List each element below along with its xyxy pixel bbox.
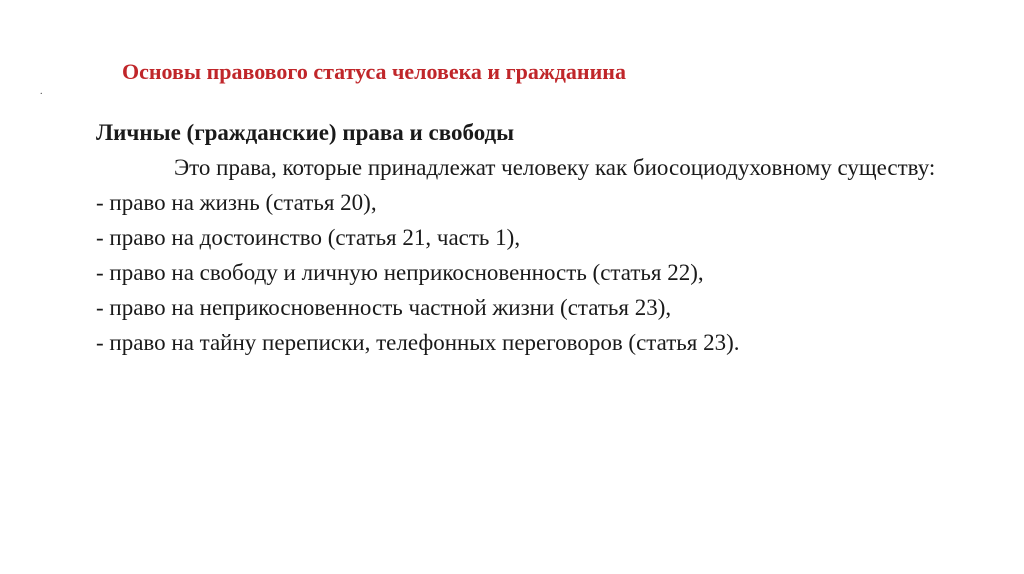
list-item: - право на достоинство (статья 21, часть 1), — [96, 225, 521, 250]
intro-paragraph: Это права, которые принадлежат человеку как биосоциодуховному существу: — [174, 155, 936, 180]
slide-body — [96, 115, 984, 360]
list-item: - право на жизнь (статья 20), — [96, 190, 377, 215]
list-item: - право на неприкосновенность частной жизни (статья 23), — [96, 295, 672, 320]
stray-mark: . — [40, 86, 43, 97]
list-item: - право на свободу и личную неприкосновенность (статья 22), — [96, 260, 704, 285]
rights-list — [96, 185, 984, 360]
slide-title: Основы правового статуса человека и гражданина — [122, 59, 626, 84]
section-heading: Личные (гражданские) права и свободы — [96, 120, 515, 145]
list-item: - право на тайну переписки, телефонных переговоров (статья 23). — [96, 330, 740, 355]
